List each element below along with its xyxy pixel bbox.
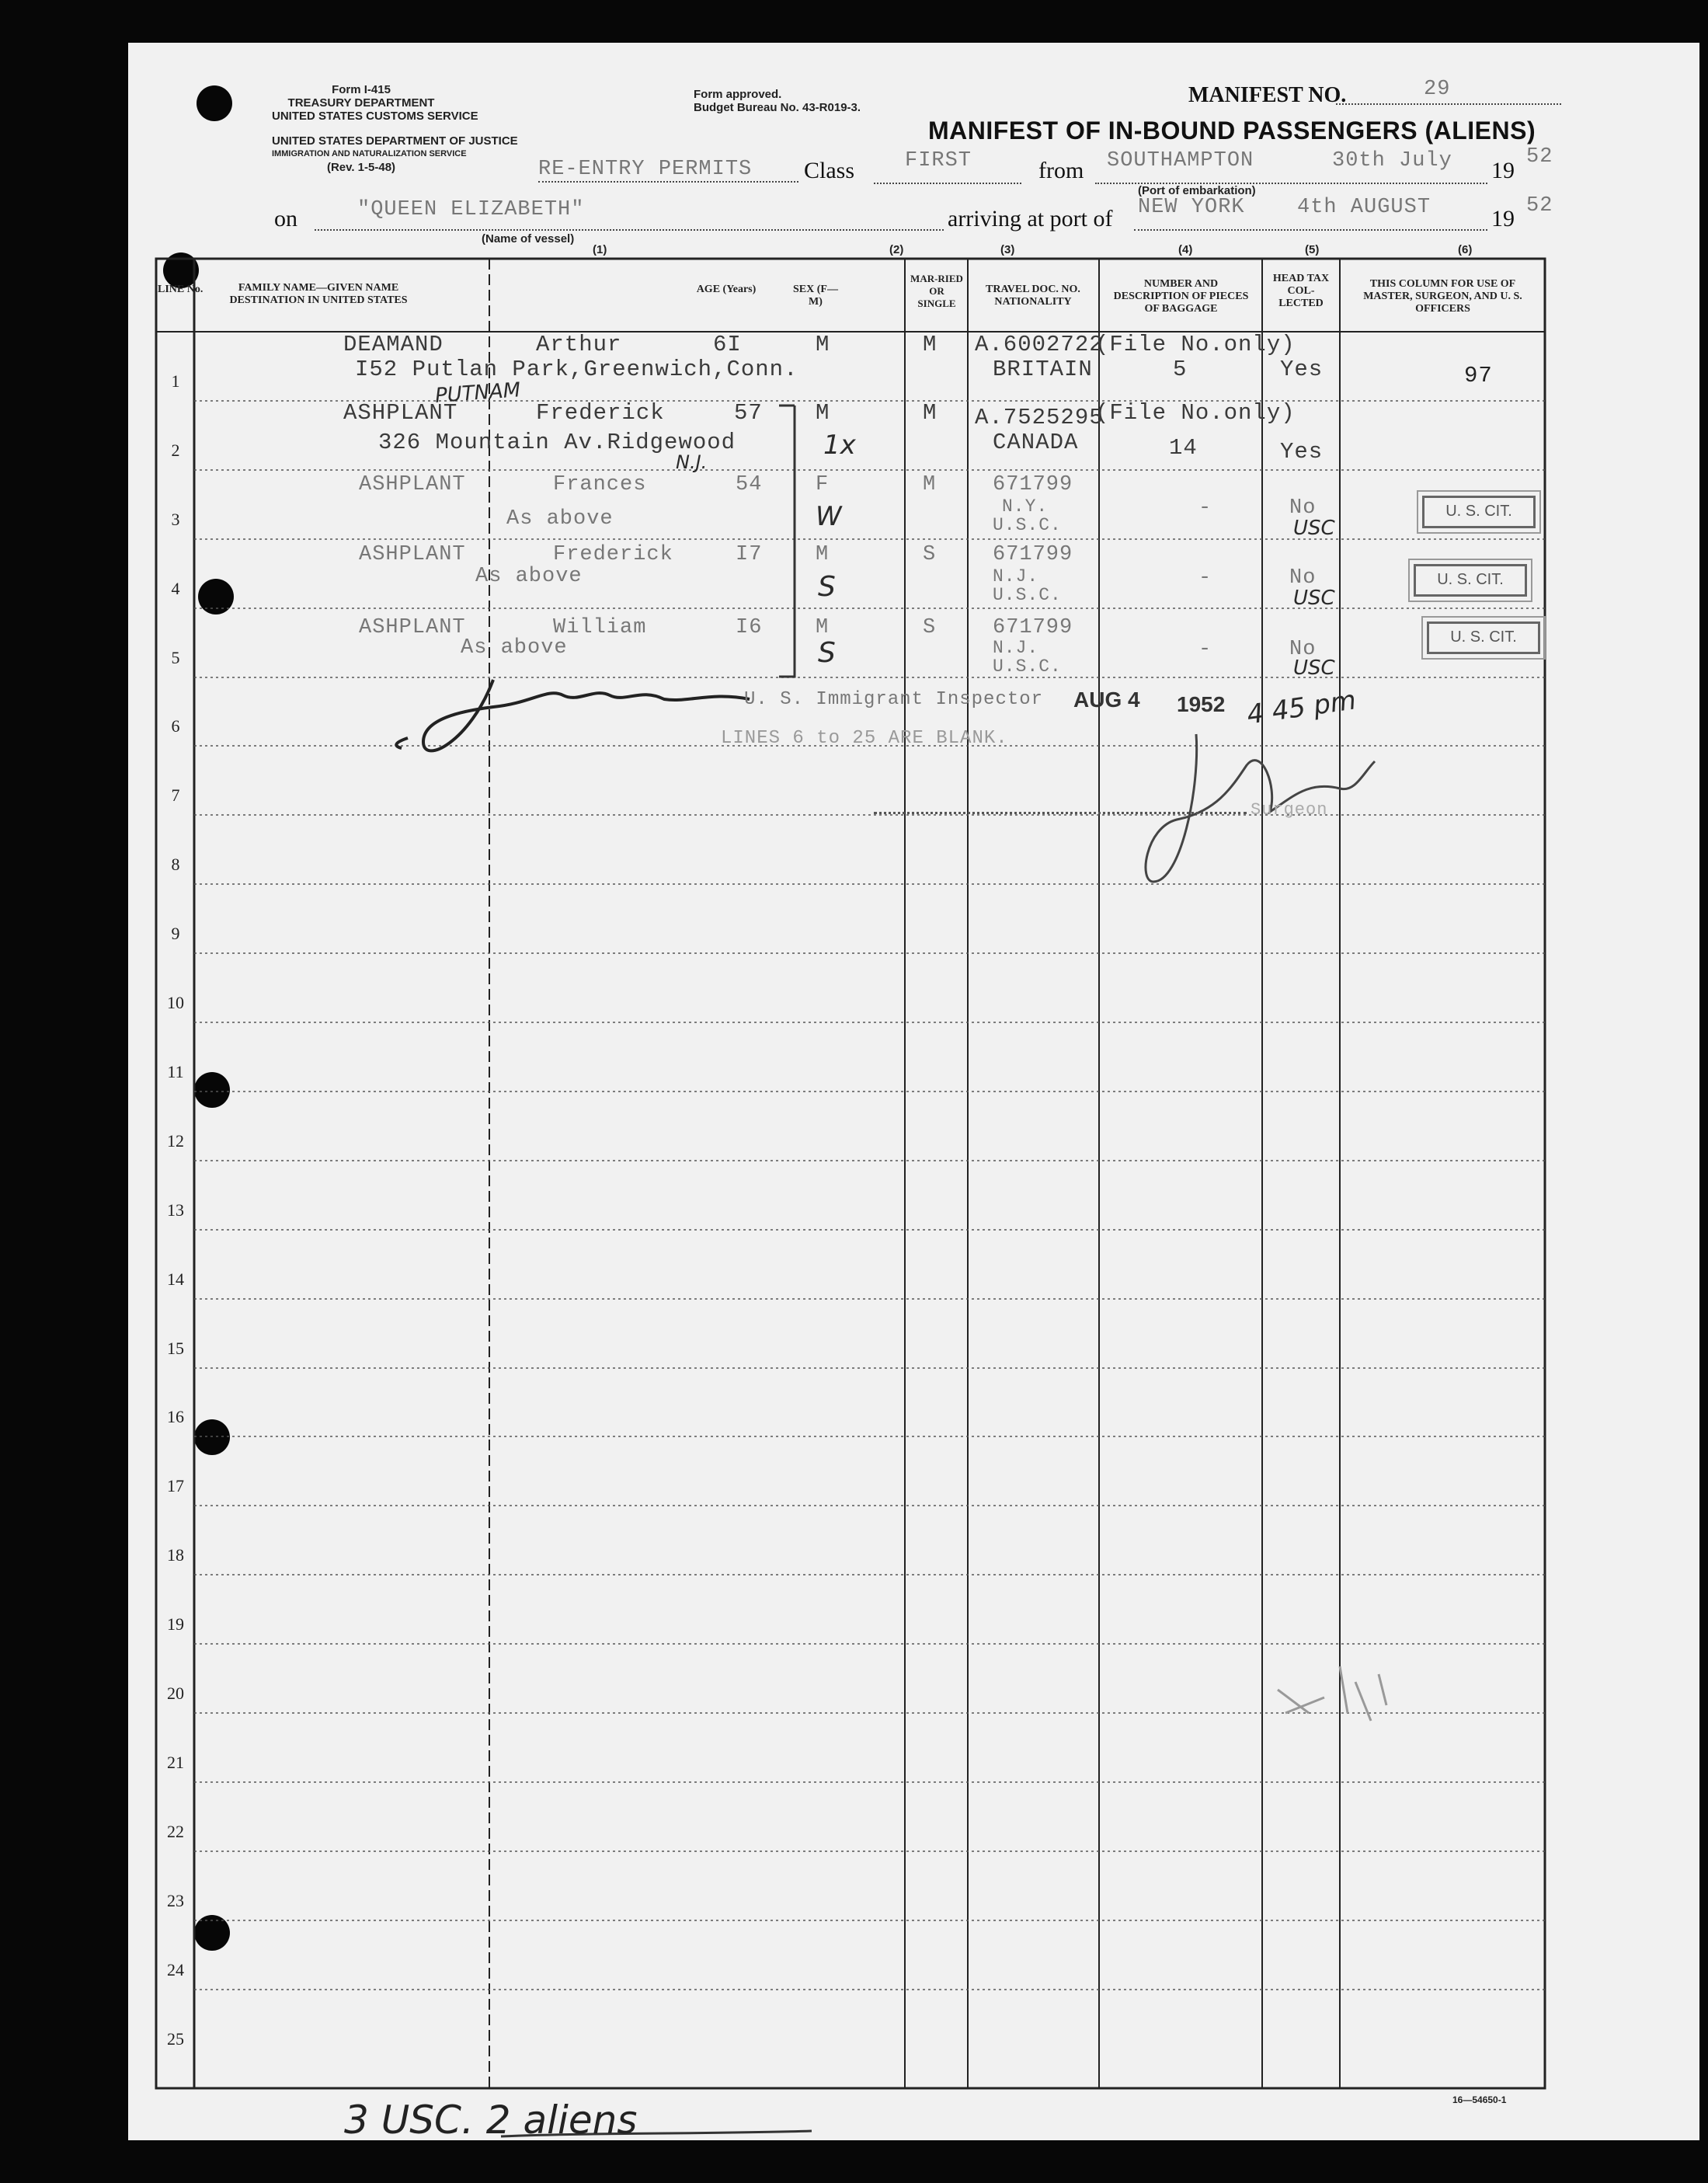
p1-given: Arthur — [536, 332, 622, 357]
form-approved: Form approved. — [694, 88, 782, 101]
p5-family: ASHPLANT — [359, 616, 466, 639]
p5-doc: 671799 — [993, 616, 1073, 639]
arrival-year: 52 — [1526, 194, 1553, 218]
line-number: 9 — [171, 924, 180, 943]
p1-baggage: 5 — [1173, 357, 1188, 382]
line-number: 22 — [167, 1822, 184, 1841]
p3-family: ASHPLANT — [359, 473, 466, 496]
line-number: 24 — [167, 1960, 184, 1979]
line-number: 6 — [171, 716, 180, 736]
inspector-signature-text — [548, 680, 703, 715]
p1-baggage-note: (File No.only) — [1095, 332, 1296, 357]
col-num-3: (3) — [1000, 243, 1015, 256]
col-num-6: (6) — [1458, 243, 1473, 256]
revision: (Rev. 1-5-48) — [326, 161, 396, 174]
line-number: 10 — [167, 993, 184, 1012]
from-port: SOUTHAMPTON — [1107, 149, 1254, 172]
p5-us-citizen-stamp: U. S. CIT. — [1427, 621, 1540, 654]
col-num-1: (1) — [593, 243, 607, 256]
col-baggage: NUMBER AND DESCRIPTION OF PIECES OF BAGGAGE — [1113, 278, 1249, 315]
p2-nationality: CANADA — [993, 430, 1079, 455]
p2-age: 57 — [734, 400, 763, 426]
inspection-stamp-year: 1952 — [1177, 692, 1226, 716]
p3-doc: 671799 — [993, 473, 1073, 496]
col-officers: THIS COLUMN FOR USE OF MASTER, SURGEON, AND U. S. OFFICERS — [1363, 278, 1522, 315]
p1-married: M — [923, 332, 937, 357]
p4-us-citizen-stamp: U. S. CIT. — [1414, 564, 1527, 597]
p3-destination: As above — [506, 507, 614, 531]
p4-family: ASHPLANT — [359, 543, 466, 566]
class-value: FIRST — [905, 149, 972, 172]
p4-married: S — [923, 543, 937, 566]
line-number: 5 — [171, 648, 180, 667]
embarkation-caption: (Port of embarkation) — [1138, 184, 1256, 197]
col-num-5: (5) — [1305, 243, 1320, 256]
line-number: 8 — [171, 855, 180, 874]
p5-citizenship: U.S.C. — [993, 656, 1062, 677]
p1-nationality: BRITAIN — [993, 357, 1093, 382]
customs-service: UNITED STATES CUSTOMS SERVICE — [272, 110, 478, 123]
p3-head-tax: No — [1289, 496, 1317, 520]
p1-family: DEAMAND — [343, 332, 444, 357]
signature-dotted-line — [874, 812, 1247, 814]
col-married: MAR-RIED OR SINGLE — [910, 273, 963, 309]
line-number: 15 — [167, 1339, 184, 1358]
p4-doc: 671799 — [993, 543, 1073, 566]
manifest-no-label: MANIFEST NO. — [1188, 83, 1347, 107]
p4-destination: As above — [475, 565, 583, 588]
p3-baggage: - — [1198, 496, 1212, 520]
page-title: MANIFEST OF IN-BOUND PASSENGERS (ALIENS) — [928, 117, 1536, 144]
p5-hand-mark: S — [818, 637, 836, 669]
line-number: 13 — [167, 1200, 184, 1220]
col-sex: SEX (F—M) — [793, 284, 838, 308]
p2-head-tax: Yes — [1280, 439, 1324, 465]
arrival-port: NEW YORK — [1138, 196, 1245, 219]
p2-destination-state: N.J. — [676, 451, 708, 473]
p3-married: M — [923, 473, 937, 496]
arrival-year-prefix: 19 — [1491, 206, 1515, 232]
surgeon-title: Surgeon — [1251, 800, 1328, 820]
p3-age: 54 — [736, 473, 763, 496]
p4-age: I7 — [736, 543, 763, 566]
p5-state: N.J. — [993, 638, 1039, 658]
p3-given: Frances — [553, 473, 647, 496]
form-number: Form I-415 — [332, 83, 391, 96]
from-label: from — [1038, 158, 1084, 183]
p2-sex: M — [816, 400, 830, 426]
p1-officer-number: 97 — [1464, 363, 1493, 388]
from-date: 30th July — [1332, 149, 1452, 172]
p3-sex: F — [816, 473, 830, 496]
p5-destination: As above — [461, 636, 568, 660]
line-number: 20 — [167, 1683, 184, 1703]
print-code: 16—54650-1 — [1452, 2094, 1507, 2105]
p5-given: William — [553, 616, 647, 639]
reentry-permits: RE-ENTRY PERMITS — [538, 158, 798, 183]
treasury-dept: TREASURY DEPARTMENT — [287, 96, 435, 110]
p2-hand-mark: 1x — [823, 430, 856, 461]
col-head-tax: HEAD TAX COL-LECTED — [1272, 273, 1330, 309]
p3-state: N.Y. — [1002, 496, 1049, 517]
line-number: 18 — [167, 1545, 184, 1565]
line-number: 21 — [167, 1753, 184, 1772]
col-line-no: LINE No. — [158, 284, 203, 295]
blank-lines-note: LINES 6 to 25 ARE BLANK. — [721, 728, 1008, 749]
vessel-name: "QUEEN ELIZABETH" — [357, 198, 585, 221]
line-number: 2 — [171, 440, 180, 460]
justice-dept: UNITED STATES DEPARTMENT OF JUSTICE — [272, 134, 518, 148]
p2-given: Frederick — [536, 400, 665, 426]
line-number: 1 — [171, 371, 180, 391]
col-num-4: (4) — [1178, 243, 1193, 256]
p4-head-tax-note: USC — [1293, 587, 1335, 610]
vessel-caption: (Name of vessel) — [482, 232, 575, 245]
line-number: 16 — [167, 1407, 184, 1426]
col-age: AGE (Years) — [696, 284, 757, 295]
p2-married: M — [923, 400, 937, 426]
surgeon-signature-text — [1153, 773, 1281, 800]
p2-baggage: 14 — [1169, 435, 1198, 461]
p5-head-tax-note: USC — [1293, 656, 1335, 680]
budget-bureau: Budget Bureau No. 43-R019-3. — [694, 101, 861, 114]
class-label: Class — [804, 158, 855, 183]
col-travel-doc: TRAVEL DOC. NO. NATIONALITY — [986, 284, 1080, 308]
p1-doc: A.6002722 — [975, 332, 1104, 357]
p5-baggage: - — [1198, 638, 1212, 661]
p4-baggage: - — [1198, 566, 1212, 590]
manifest-sheet — [128, 43, 1699, 2143]
col-num-2: (2) — [889, 243, 904, 256]
p1-sex: M — [816, 332, 830, 357]
p1-correction: PUTNAM — [434, 378, 522, 408]
p4-state: N.J. — [993, 566, 1039, 587]
p4-citizenship: U.S.C. — [993, 585, 1062, 605]
line-number: 23 — [167, 1891, 184, 1910]
p2-destination: 326 Mountain Av.Ridgewood — [378, 430, 736, 455]
line-number: 12 — [167, 1131, 184, 1151]
p1-destination: I52 Putlan Park,Greenwich,Conn. — [355, 357, 798, 382]
inspector-title: U. S. Immigrant Inspector — [744, 689, 1044, 710]
inspection-time: 4 45 pm — [1244, 684, 1358, 731]
p4-head-tax: No — [1289, 566, 1317, 590]
p5-married: S — [923, 616, 937, 639]
arrival-date: 4th AUGUST — [1297, 196, 1431, 219]
on-label: on — [274, 206, 297, 232]
p3-hand-mark: W — [816, 501, 842, 532]
p3-head-tax-note: USC — [1293, 517, 1335, 540]
line-number: 11 — [167, 1062, 184, 1081]
line-number: 17 — [167, 1476, 184, 1495]
p4-hand-mark: S — [818, 571, 836, 603]
p4-given: Frederick — [553, 543, 673, 566]
from-year: 52 — [1526, 145, 1553, 169]
p5-age: I6 — [736, 616, 763, 639]
p1-age: 6I — [713, 332, 742, 357]
p3-citizenship: U.S.C. — [993, 515, 1062, 535]
p5-head-tax: No — [1289, 638, 1317, 661]
line-number: 3 — [171, 510, 180, 529]
ins-service: IMMIGRATION AND NATURALIZATION SERVICE — [272, 149, 467, 158]
p3-us-citizen-stamp: U. S. CIT. — [1422, 496, 1536, 528]
from-year-prefix: 19 — [1491, 158, 1515, 183]
line-number: 4 — [171, 579, 180, 598]
line-number: 19 — [167, 1614, 184, 1634]
p1-head-tax: Yes — [1280, 357, 1324, 382]
p2-baggage-note: (File No.only) — [1095, 400, 1296, 426]
inspection-stamp-date: AUG 4 — [1073, 688, 1140, 712]
line-number: 25 — [167, 2029, 184, 2049]
p2-family: ASHPLANT — [343, 400, 458, 426]
line-number: 14 — [167, 1269, 184, 1289]
p4-sex: M — [816, 543, 830, 566]
line-number: 7 — [171, 785, 180, 805]
col-name-destination: FAMILY NAME—GIVEN NAME DESTINATION IN UNITED STATES — [229, 282, 408, 306]
p2-doc: A.7525295 — [975, 405, 1104, 430]
handwritten-total: 3 USC. 2 aliens — [344, 2098, 638, 2143]
manifest-no-value: 29 — [1424, 78, 1451, 101]
p5-sex: M — [816, 616, 830, 639]
arriving-label: arriving at port of — [948, 206, 1113, 232]
